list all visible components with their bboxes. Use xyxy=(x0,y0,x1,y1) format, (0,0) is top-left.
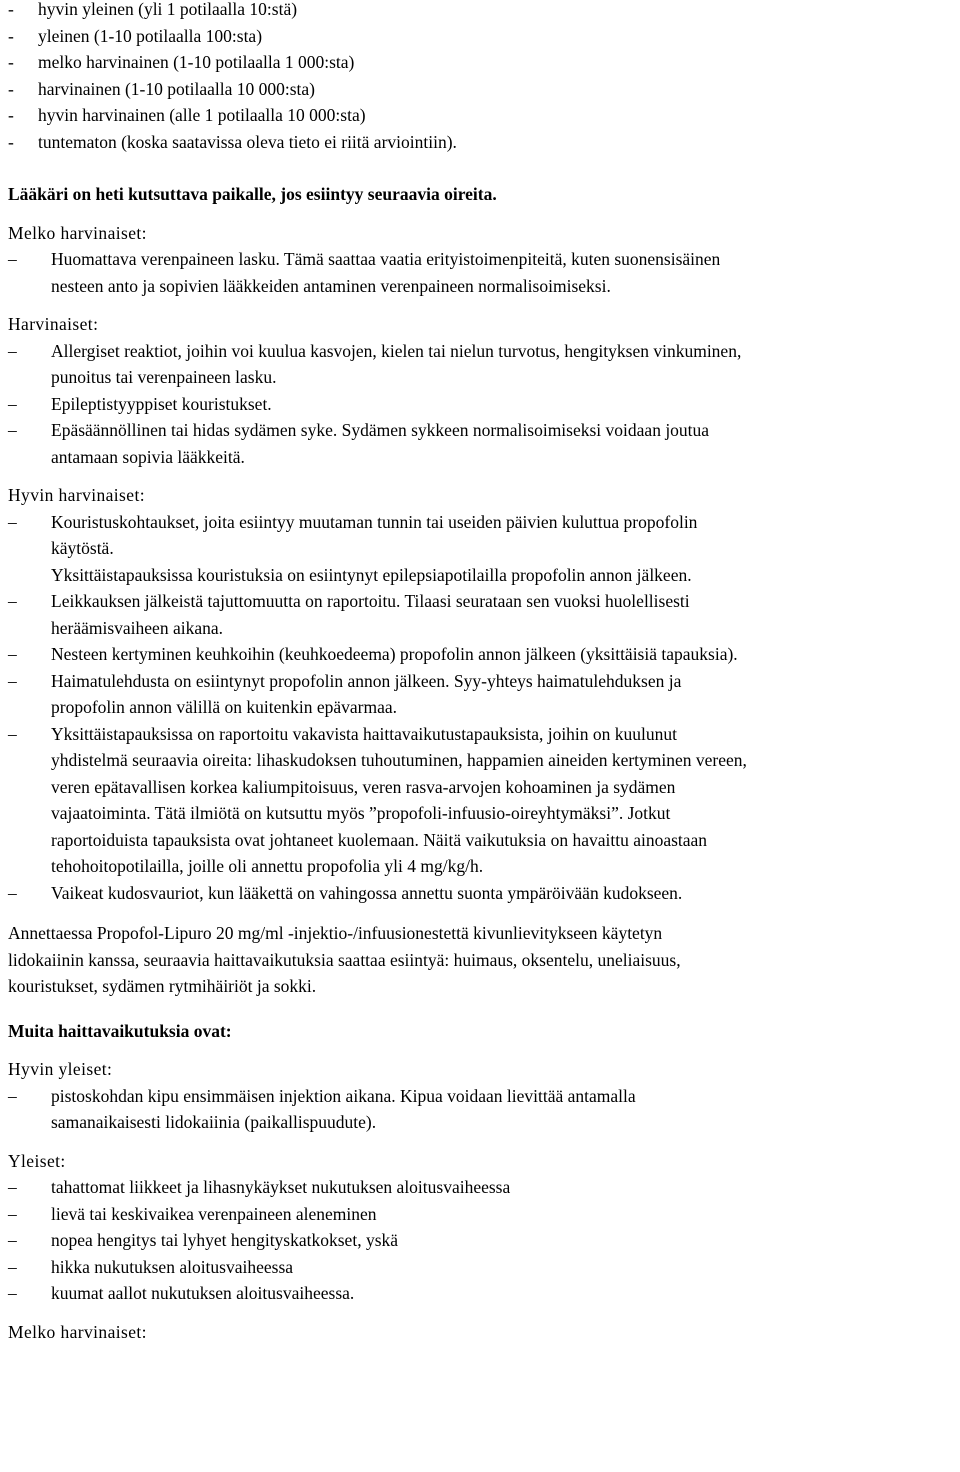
list-item-continuation: propofolin annon välillä on kuitenkin epävarmaa. xyxy=(51,697,398,717)
list-item xyxy=(8,880,958,907)
list-item-text: Kouristuskohtaukset, joita esiintyy muutaman tunnin tai useiden päivien kuluttua propofolin xyxy=(51,511,698,532)
list-dash: - xyxy=(8,0,14,19)
list-item-text: hyvin harvinainen (alle 1 potilaalla 10 000:sta) xyxy=(38,105,366,125)
paragraph-line: lidokaiinin kanssa, seuraavia haittavaikutuksia saattaa esiintyä: huimaus, oksentelu, uneliaisuus, xyxy=(8,949,681,970)
list-item xyxy=(8,1280,958,1307)
list-dash: - xyxy=(8,131,14,152)
list-dash: – xyxy=(8,1085,17,1106)
list-item-text: Nesteen kertyminen keuhkoihin (keuhkoedeema) propofolin annon jälkeen (yksittäisiä tapauksia). xyxy=(51,644,738,664)
list-item xyxy=(8,1227,958,1254)
list-item-text: melko harvinainen (1-10 potilaalla 1 000:sta) xyxy=(38,52,355,72)
list-item-text: Allergiset reaktiot, joihin voi kuulua kasvojen, kielen tai nielun turvotus, hengityksen vinkuminen, xyxy=(51,340,742,361)
list-item xyxy=(8,102,958,129)
paragraph-line: Annettaessa Propofol-Lipuro 20 mg/ml -injektio-/infuusionestettä kivunlievitykseen käytetyn xyxy=(8,923,663,943)
doctor-warning-heading: Lääkäri on heti kutsuttava paikalle, jos esiintyy seuraavia oireita. xyxy=(8,184,497,204)
list-item-continuation: antamaan sopivia lääkkeitä. xyxy=(51,446,245,467)
frequency-list xyxy=(8,0,958,155)
list-item-text: Epileptistyyppiset kouristukset. xyxy=(51,393,272,414)
list-item xyxy=(8,49,958,76)
list-item-continuation: raportoiduista tapauksista ovat johtaneet kuolemaan. Näitä vaikutuksia on havaittu ainoastaan xyxy=(51,829,708,850)
list-dash: – xyxy=(8,340,17,361)
list-item-continuation: punoitus tai verenpaineen lasku. xyxy=(51,367,277,387)
list-item-continuation: käytöstä. xyxy=(51,538,114,558)
list-item-text: harvinainen (1-10 potilaalla 10 000:sta) xyxy=(38,78,316,99)
list-dash: – xyxy=(8,420,17,440)
list-item-text: tahattomat liikkeet ja lihasnykäykset nukutuksen aloitusvaiheessa xyxy=(51,1177,511,1197)
list-dash: – xyxy=(8,670,17,691)
list-item-text: Huomattava verenpaineen lasku. Tämä saattaa vaatia erityistoimenpiteitä, kuten suonensisäinen xyxy=(51,249,721,269)
list-dash: – xyxy=(8,591,17,611)
list-item xyxy=(8,338,958,365)
list-item-text: Leikkauksen jälkeistä tajuttomuutta on raportoitu. Tilaasi seurataan sen vuoksi huolellisesti xyxy=(51,591,690,611)
list-item xyxy=(8,23,958,50)
list-dash: – xyxy=(8,1283,17,1303)
list-item-continuation: heräämisvaiheen aikana. xyxy=(51,617,223,638)
list-dash: – xyxy=(8,1230,17,1250)
lidocaine-paragraph xyxy=(8,920,958,1000)
list-item-text: Yksittäistapauksissa on raportoitu vakavista haittavaikutustapauksista, joihin on kuulunut xyxy=(51,723,678,744)
section-label-uncommon-2: Melko harvinaiset: xyxy=(8,1321,147,1342)
section-label-very-common: Hyvin yleiset: xyxy=(8,1059,113,1079)
list-item xyxy=(8,509,958,536)
list-dash: - xyxy=(8,78,14,99)
list-item xyxy=(8,1254,958,1281)
list-item-text: yleinen (1-10 potilaalla 100:sta) xyxy=(38,25,263,46)
paragraph-line: kouristukset, sydämen rytmihäiriöt ja sokki. xyxy=(8,976,317,996)
section-label-uncommon: Melko harvinaiset: xyxy=(8,222,147,243)
other-effects-heading: Muita haittavaikutuksia ovat: xyxy=(8,1020,232,1041)
list-item-continuation: samanaikaisesti lidokaiinia (paikallispuudute). xyxy=(51,1112,377,1132)
list-item-text: Vaikeat kudosvauriot, kun lääkettä on vahingossa annettu suonta ympäröivään kudokseen. xyxy=(51,882,683,903)
list-item xyxy=(8,246,958,273)
list-item-text: Haimatulehdusta on esiintynyt propofolin annon jälkeen. Syy-yhteys haimatulehduksen ja xyxy=(51,670,682,691)
list-item xyxy=(8,1083,958,1110)
list-item-continuation: veren epätavallisen korkea kaliumpitoisuus, veren rasva-arvojen kohoaminen ja sydämen xyxy=(51,776,676,797)
list-item-text: kuumat aallot nukutuksen aloitusvaiheessa. xyxy=(51,1283,355,1303)
list-item xyxy=(8,1201,958,1228)
list-item xyxy=(8,588,958,615)
list-item-continuation: Yksittäistapauksissa kouristuksia on esiintynyt epilepsiapotilailla propofolin annon jälkeen. xyxy=(51,564,692,585)
list-item-text: lievä tai keskivaikea verenpaineen aleneminen xyxy=(51,1203,377,1224)
list-dash: – xyxy=(8,723,17,744)
list-item-text: Epäsäännöllinen tai hidas sydämen syke. Sydämen sykkeen normalisoimiseksi voidaan joutua xyxy=(51,420,710,440)
list-item-text: tuntematon (koska saatavissa oleva tieto ei riitä arviointiin). xyxy=(38,131,457,152)
list-dash: - xyxy=(8,105,14,125)
list-item-text: pistoskohdan kipu ensimmäisen injektion aikana. Kipua voidaan lievittää antamalla xyxy=(51,1085,636,1106)
list-item xyxy=(8,129,958,156)
list-item-continuation: tehohoitopotilailla, joille oli annettu propofolia yli 4 mg/kg/h. xyxy=(51,856,484,876)
list-dash: – xyxy=(8,644,17,664)
list-dash: - xyxy=(8,25,14,46)
list-dash: – xyxy=(8,882,17,903)
section-label-rare: Harvinaiset: xyxy=(8,314,99,334)
document-page xyxy=(8,0,958,1345)
list-item xyxy=(8,668,958,695)
section-label-very-rare: Hyvin harvinaiset: xyxy=(8,485,145,505)
list-item-text: nopea hengitys tai lyhyet hengityskatkokset, yskä xyxy=(51,1230,399,1250)
list-dash: – xyxy=(8,1203,17,1224)
list-item xyxy=(8,76,958,103)
section-label-common: Yleiset: xyxy=(8,1150,66,1171)
list-dash: – xyxy=(8,249,17,269)
list-item xyxy=(8,721,958,748)
list-item xyxy=(8,417,958,444)
list-item-text: hikka nukutuksen aloitusvaiheessa xyxy=(51,1256,294,1277)
list-dash: – xyxy=(8,1256,17,1277)
list-dash: – xyxy=(8,511,17,532)
list-item xyxy=(8,0,958,23)
list-dash: – xyxy=(8,1177,17,1197)
list-dash: - xyxy=(8,52,14,72)
list-item-continuation: yhdistelmä seuraavia oireita: lihaskudoksen tuhoutuminen, happamien aineiden kertyminen vereen, xyxy=(51,750,747,770)
list-dash: – xyxy=(8,393,17,414)
list-item xyxy=(8,1174,958,1201)
list-item xyxy=(8,641,958,668)
list-item-continuation: vajaatoiminta. Tätä ilmiötä on kutsuttu myös ”propofoli-infuusio-oireyhtymäksi”. Jotkut xyxy=(51,803,671,823)
list-item-text: hyvin yleinen (yli 1 potilaalla 10:stä) xyxy=(38,0,298,19)
list-item-continuation: nesteen anto ja sopivien lääkkeiden antaminen verenpaineen normalisoimiseksi. xyxy=(51,275,611,296)
list-item xyxy=(8,391,958,418)
